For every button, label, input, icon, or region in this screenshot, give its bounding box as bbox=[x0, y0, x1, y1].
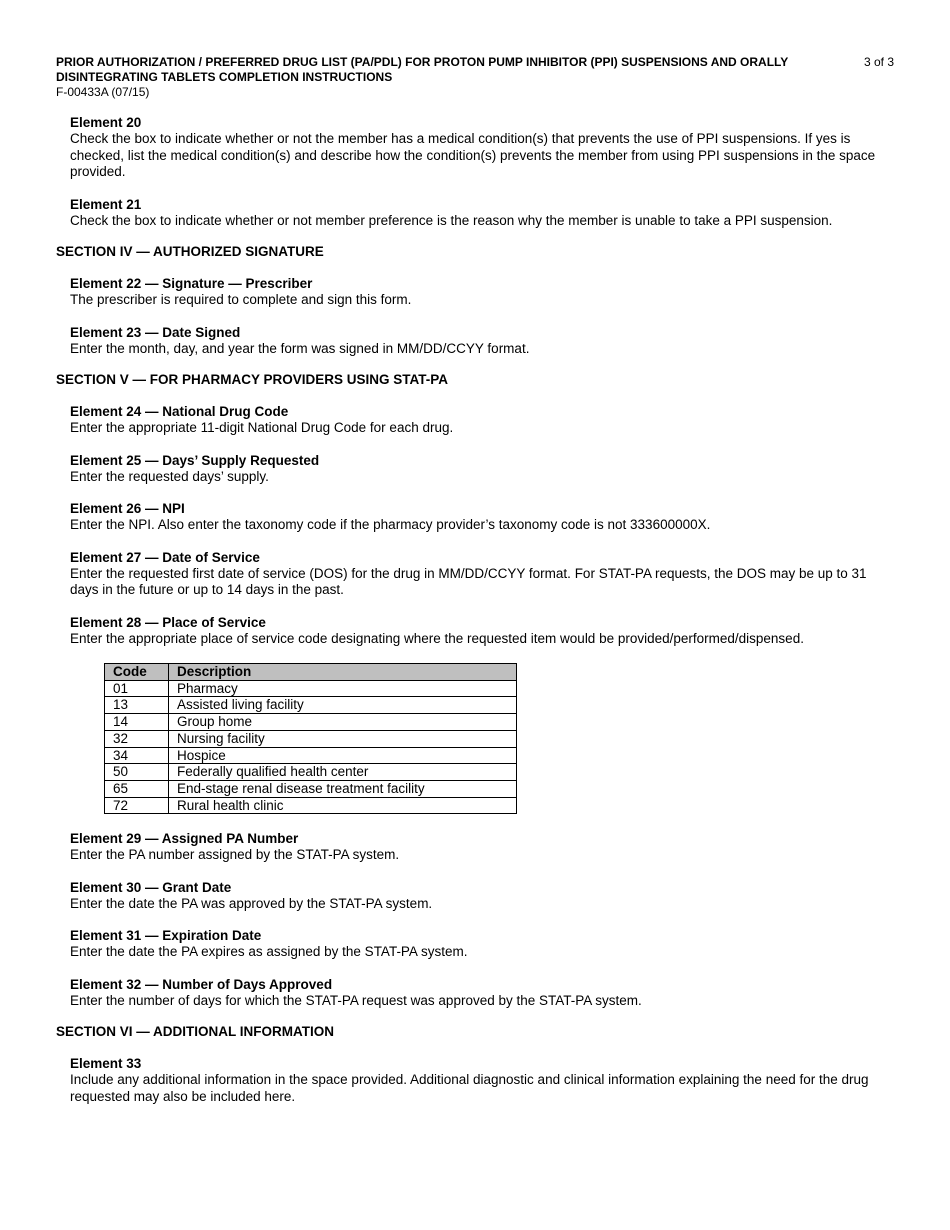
table-row bbox=[105, 780, 517, 797]
page-number: 3 of 3 bbox=[863, 55, 894, 69]
element-20 bbox=[70, 114, 896, 181]
element-text: Enter the PA number assigned by the STAT-PA system. bbox=[70, 847, 400, 863]
code-cell: 65 bbox=[105, 780, 169, 797]
element-title: Element 27 — Date of Service bbox=[70, 549, 260, 565]
code-cell: 34 bbox=[105, 747, 169, 764]
element-23 bbox=[70, 324, 896, 358]
form-id: F-00433A (07/15) bbox=[56, 85, 150, 99]
table-header-row bbox=[105, 664, 517, 681]
element-33 bbox=[70, 1055, 896, 1105]
code-cell: 72 bbox=[105, 797, 169, 814]
section-iv-title: SECTION IV — AUTHORIZED SIGNATURE bbox=[56, 244, 324, 259]
table-row bbox=[105, 747, 517, 764]
table-row bbox=[105, 714, 517, 731]
table-row bbox=[105, 730, 517, 747]
element-title: Element 23 — Date Signed bbox=[70, 324, 241, 340]
section-vi-title: SECTION VI — ADDITIONAL INFORMATION bbox=[56, 1024, 334, 1040]
element-27 bbox=[70, 549, 896, 599]
description-cell: End-stage renal disease treatment facility bbox=[169, 780, 517, 797]
element-25 bbox=[70, 452, 896, 486]
element-title: Element 28 — Place of Service bbox=[70, 614, 266, 630]
code-cell: 50 bbox=[105, 764, 169, 781]
element-title: Element 33 bbox=[70, 1056, 142, 1072]
element-32 bbox=[70, 976, 896, 1010]
code-cell: 14 bbox=[105, 714, 169, 731]
code-cell: 32 bbox=[105, 730, 169, 747]
element-text: Enter the appropriate 11-digit National Drug Code for each drug. bbox=[70, 420, 454, 435]
element-text: Enter the NPI. Also enter the taxonomy code if the pharmacy provider’s taxonomy code is not 333600000X. bbox=[70, 517, 711, 532]
description-cell: Group home bbox=[169, 714, 517, 731]
element-title: Element 20 bbox=[70, 115, 142, 130]
column-header-description: Description bbox=[169, 664, 517, 681]
description-cell: Pharmacy bbox=[169, 680, 517, 697]
element-text: The prescriber is required to complete and sign this form. bbox=[70, 292, 412, 307]
table-row bbox=[105, 697, 517, 714]
element-title: Element 24 — National Drug Code bbox=[70, 404, 289, 419]
element-26 bbox=[70, 500, 896, 534]
element-text: Enter the date the PA expires as assigned by the STAT-PA system. bbox=[70, 944, 468, 960]
element-24 bbox=[70, 403, 896, 437]
element-text: Include any additional information in the space provided. Additional diagnostic and clinical information explaining the need for the drug requested may also be included here. bbox=[70, 1072, 869, 1104]
element-title: Element 29 — Assigned PA Number bbox=[70, 831, 299, 847]
description-cell: Federally qualified health center bbox=[169, 764, 517, 781]
element-title: Element 25 — Days’ Supply Requested bbox=[70, 452, 320, 468]
code-cell: 13 bbox=[105, 697, 169, 714]
document-title: PRIOR AUTHORIZATION / PREFERRED DRUG LIST (PA/PDL) FOR PROTON PUMP INHIBITOR (PPI) SUSPENSIONS AND ORALLY DISINTEGRATING TABLETS COMPLETION INSTRUCTIONS bbox=[56, 55, 789, 84]
place-of-service-table bbox=[104, 663, 517, 814]
description-cell: Rural health clinic bbox=[169, 797, 517, 814]
element-title: Element 30 — Grant Date bbox=[70, 879, 232, 895]
description-cell: Hospice bbox=[169, 747, 517, 764]
element-text: Check the box to indicate whether or not member preference is the reason why the member is unable to take a PPI suspension. bbox=[70, 212, 833, 228]
section-v-title: SECTION V — FOR PHARMACY PROVIDERS USING STAT-PA bbox=[56, 372, 449, 387]
element-29 bbox=[70, 830, 896, 864]
element-text: Enter the month, day, and year the form was signed in MM/DD/CCYY format. bbox=[70, 340, 530, 356]
element-text: Enter the requested first date of service (DOS) for the drug in MM/DD/CCYY format. For STAT-PA requests, the DOS may be up to 31 days in the future or up to 14 days in the past. bbox=[70, 565, 867, 597]
element-28 bbox=[70, 614, 896, 648]
element-22 bbox=[70, 275, 896, 309]
code-cell: 01 bbox=[105, 680, 169, 697]
element-text: Check the box to indicate whether or not the member has a medical condition(s) that prevents the use of PPI suspensions. If yes is checked, list the medical condition(s) and describe how the condition(s) prevents the member from using PPI suspensions in the space provided. bbox=[70, 131, 876, 179]
table-row bbox=[105, 680, 517, 697]
column-header-code: Code bbox=[105, 664, 169, 681]
document-header bbox=[56, 55, 896, 100]
element-title: Element 26 — NPI bbox=[70, 501, 185, 516]
element-title: Element 22 — Signature — Prescriber bbox=[70, 276, 313, 291]
element-title: Element 21 bbox=[70, 196, 142, 212]
element-21 bbox=[70, 196, 896, 230]
element-text: Enter the appropriate place of service code designating where the requested item would be provided/performed/dispensed. bbox=[70, 630, 804, 646]
description-cell: Assisted living facility bbox=[169, 697, 517, 714]
element-title: Element 32 — Number of Days Approved bbox=[70, 976, 333, 992]
table-row bbox=[105, 797, 517, 814]
table-row bbox=[105, 764, 517, 781]
element-text: Enter the number of days for which the STAT-PA request was approved by the STAT-PA system. bbox=[70, 992, 642, 1008]
document-page bbox=[56, 55, 896, 1105]
element-30 bbox=[70, 879, 896, 913]
element-31 bbox=[70, 927, 896, 961]
description-cell: Nursing facility bbox=[169, 730, 517, 747]
element-title: Element 31 — Expiration Date bbox=[70, 928, 262, 944]
element-text: Enter the requested days’ supply. bbox=[70, 468, 269, 484]
element-text: Enter the date the PA was approved by the STAT-PA system. bbox=[70, 895, 433, 911]
